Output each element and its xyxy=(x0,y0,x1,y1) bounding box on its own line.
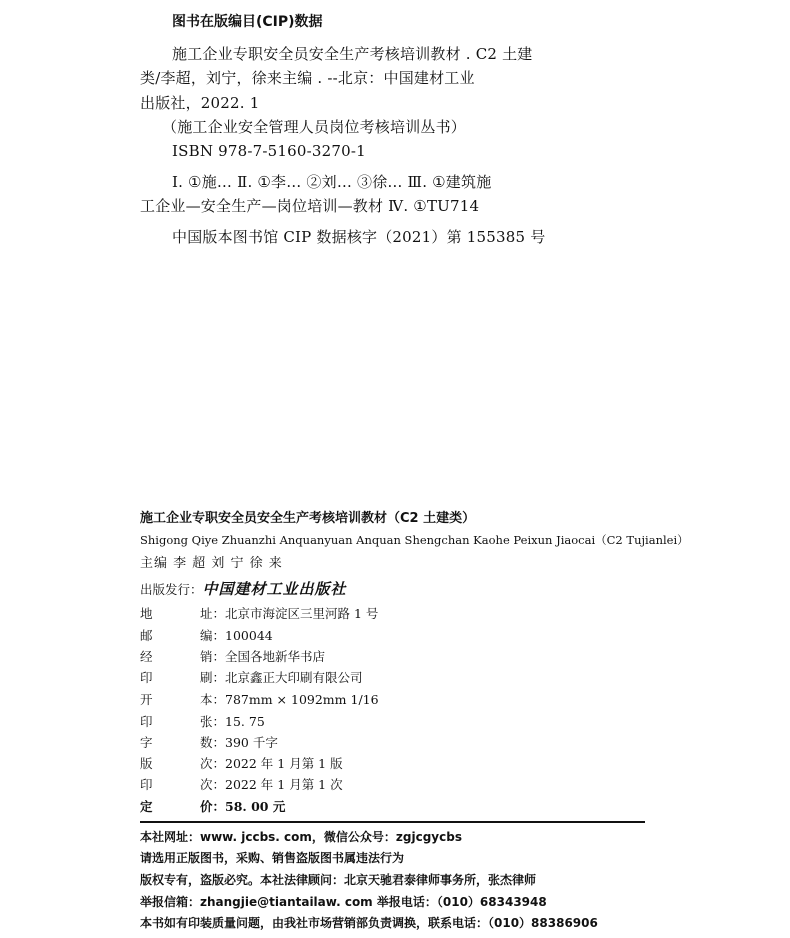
row-key: 开 xyxy=(140,692,153,707)
row-value: 15. 75 xyxy=(225,714,265,729)
publisher-label: 出版发行： xyxy=(140,582,203,597)
row-key-suffix: 本： xyxy=(200,692,226,707)
publisher-logo-text: 中国建材工业出版社 xyxy=(202,580,347,598)
row-key-suffix: 价： xyxy=(200,799,226,814)
book-pinyin-title: Shigong Qiye Zhuanzhi Anquanyuan Anquan Shengchan Kaohe Peixun Jiaocai（C2 Tujianlei） xyxy=(140,533,689,547)
row-key: 经 xyxy=(140,649,153,664)
cip-line: （施工企业安全管理人员岗位考核培训丛书） xyxy=(162,118,467,136)
price-row xyxy=(140,801,285,814)
cip-line: 施工企业专职安全员安全生产考核培训教材 . C2 土建 xyxy=(172,45,533,63)
publication-row xyxy=(140,694,379,707)
row-key-suffix: 数： xyxy=(200,735,226,750)
row-key-suffix: 编： xyxy=(200,628,226,643)
cip-line: 出版社，2022. 1 xyxy=(140,94,260,112)
row-key: 定 xyxy=(140,799,153,814)
row-value: 全国各地新华书店 xyxy=(225,649,326,664)
row-key-suffix: 次： xyxy=(200,756,226,771)
footer-line-copyright: 版权专有，盗版必究。本社法律顾问：北京天驰君泰律师事务所，张杰律师 xyxy=(140,873,537,887)
row-key-suffix: 址： xyxy=(200,606,226,621)
publication-row xyxy=(140,779,343,792)
row-key: 地 xyxy=(140,606,153,621)
publication-row xyxy=(140,737,278,750)
row-key: 字 xyxy=(140,735,153,750)
book-title: 施工企业专职安全员安全生产考核培训教材（C2 土建类） xyxy=(140,511,476,526)
publisher-row xyxy=(140,582,347,597)
footer-line-report: 举报信箱：zhangjie@tiantailaw. com 举报电话：（010）68343948 xyxy=(140,895,547,909)
footer-line-quality: 本书如有印装质量问题，由我社市场营销部负责调换，联系电话：（010）88386906 xyxy=(140,916,598,930)
row-key: 印 xyxy=(140,714,153,729)
publication-row xyxy=(140,651,325,664)
cip-line: Ⅰ. ①施… Ⅱ. ①李… ②刘… ③徐… Ⅲ. ①建筑施 xyxy=(172,173,492,191)
publication-row xyxy=(140,716,265,729)
row-value: 2022 年 1 月第 1 次 xyxy=(225,777,343,792)
row-key: 印 xyxy=(140,777,153,792)
cip-record-line: 中国版本图书馆 CIP 数据核字（2021）第 155385 号 xyxy=(172,228,546,246)
book-editors: 主编 李 超 刘 宁 徐 来 xyxy=(140,556,283,571)
row-value: 390 千字 xyxy=(225,735,278,750)
publication-row xyxy=(140,672,363,685)
row-key: 版 xyxy=(140,756,153,771)
row-key: 邮 xyxy=(140,628,153,643)
isbn-line: ISBN 978-7-5160-3270-1 xyxy=(172,142,366,160)
cip-line: 工企业—安全生产—岗位培训—教材 Ⅳ. ①TU714 xyxy=(140,197,480,215)
footer-line-website: 本社网址：www. jccbs. com，微信公众号：zgjcgycbs xyxy=(140,830,462,844)
publication-row xyxy=(140,758,343,771)
row-value: 北京鑫正大印刷有限公司 xyxy=(225,670,363,685)
publication-row xyxy=(140,608,378,621)
price-value: 58. 00 元 xyxy=(225,799,286,814)
row-value: 100044 xyxy=(225,628,273,643)
row-key-suffix: 次： xyxy=(200,777,226,792)
row-key-suffix: 刷： xyxy=(200,670,226,685)
row-value: 787mm × 1092mm 1/16 xyxy=(225,692,379,707)
footer-divider xyxy=(140,821,645,823)
row-key-suffix: 张： xyxy=(200,714,226,729)
row-value: 2022 年 1 月第 1 版 xyxy=(225,756,343,771)
footer-line-notice: 请选用正版图书，采购、销售盗版图书属违法行为 xyxy=(140,851,405,865)
cip-line: 类/李超，刘宁，徐来主编 . --北京：中国建材工业 xyxy=(140,69,475,87)
row-key: 印 xyxy=(140,670,153,685)
row-key-suffix: 销： xyxy=(200,649,226,664)
row-value: 北京市海淀区三里河路 1 号 xyxy=(225,606,379,621)
publication-row xyxy=(140,630,273,643)
cip-heading: 图书在版编目(CIP)数据 xyxy=(172,14,323,30)
